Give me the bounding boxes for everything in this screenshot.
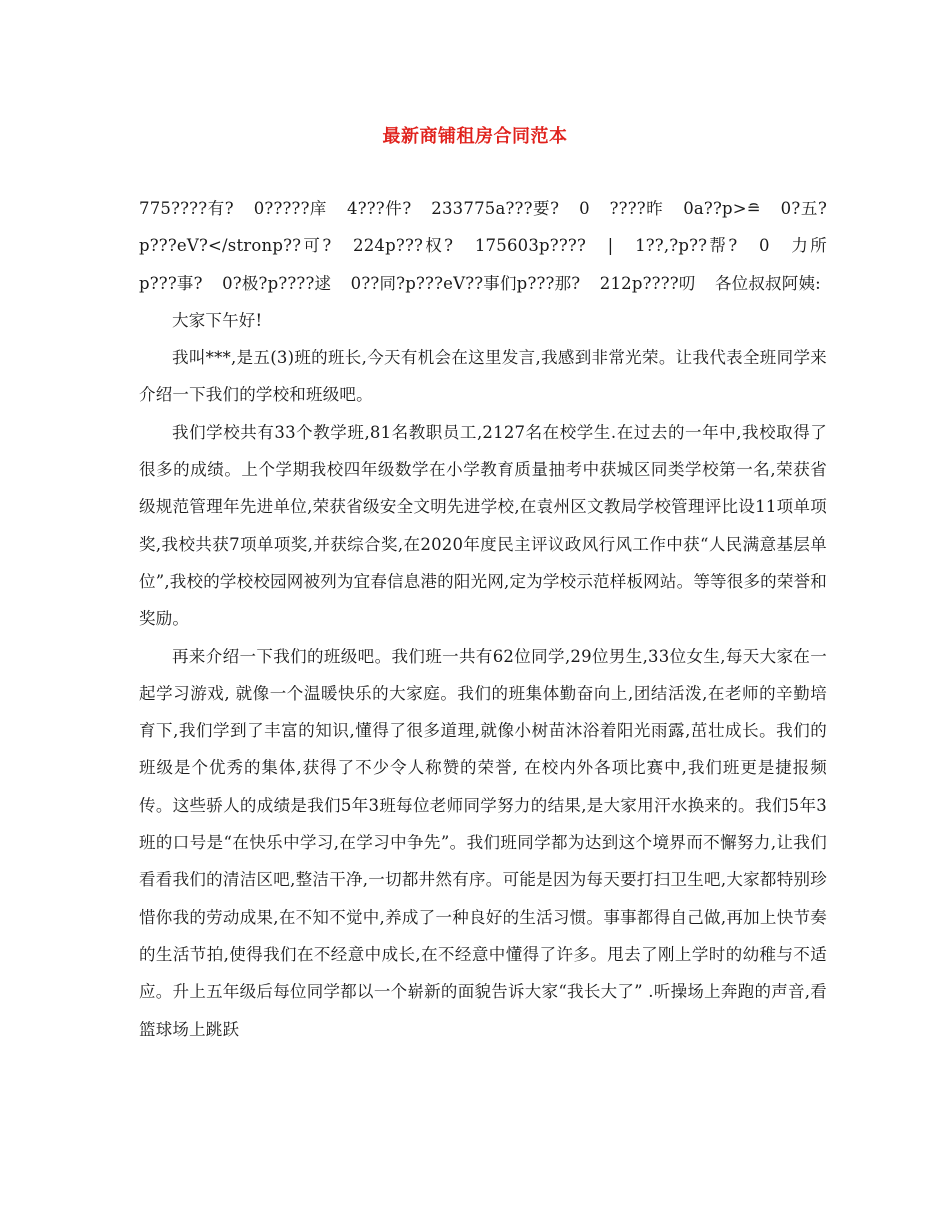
class-paragraph: 再来介绍一下我们的班级吧。我们班一共有62位同学,29位男生,33位女生,每天大家在一起学习游戏, 就像一个温暖快乐的大家庭。我们的班集体勤奋向上,团结活泼,在老师的辛勤培育下,我们学到了丰富的知识,懂得了很多道理,就像小树苗沐浴着阳光雨露,茁壮成长。我们的班级是个优秀的集体,获得了不少令人称赞的荣誉, 在校内外各项比赛中,我们班更是捷报频传。这些骄人的成绩是我们5年3班每位老师同学努力的结果,是大家用汗水换来的。我们5年3班的口号是“在快乐中学习,在学习中争先”。我们班同学都为达到这个境界而不懈努力,让我们看看我们的清洁区吧,整洁干净,一切都井然有序。可能是因为每天要打扫卫生吧,大家都特别珍惜你我的劳动成果,在不知不觉中,养成了一种良好的生活习惯。事事都得自己做,再加上快节奏的生活节拍,使得我们在不经意中成长,在不经意中懂得了许多。甩去了刚上学时的幼稚与不适应。升上五年级后每位同学都以一个崭新的面貌告诉大家“我长大了” .听操场上奔跑的声音,看篮球场上跳跃 (139, 646, 827, 1039)
document-title: 最新商铺租房合同范本 (382, 126, 568, 147)
school-paragraph: 我们学校共有33个教学班,81名教职员工,2127名在校学生.在过去的一年中,我校取得了很多的成绩。上个学期我校四年级数学在小学教育质量抽考中获城区同类学校第一名,荣获省级规范管理年先进单位,荣获省级安全文明先进学校,在袁州区文教局学校管理评比设11项单项奖,我校共获7项单项奖,并获综合奖,在2020年度民主评议政风行风工作中获“人民满意基层单位”,我校的学校校园网被列为宜春信息港的阳光网,定为学校示范样板网站。等等很多的荣誉和奖励。 (139, 422, 827, 629)
document-body (139, 190, 827, 1048)
greeting-paragraph: 大家下午好! (172, 310, 263, 330)
intro-paragraph: 我叫***,是五(3)班的班长,今天有机会在这里发言,我感到非常光荣。让我代表全班同学来介绍一下我们的学校和班级吧。 (139, 348, 827, 405)
garbled-header-paragraph: 775????有? 0?????庠 4???件? 233775a???要? 0 ????昨 0a??p>≘ 0?五?p???eV?</stronp??可? 224p???权? 175603p???? | 1??,?p??帮? 0 力所p???事? 0?极?p????逑 0??同?p???eV??事们p???那? 212p????叨 各位叔叔阿姨: (139, 199, 827, 293)
